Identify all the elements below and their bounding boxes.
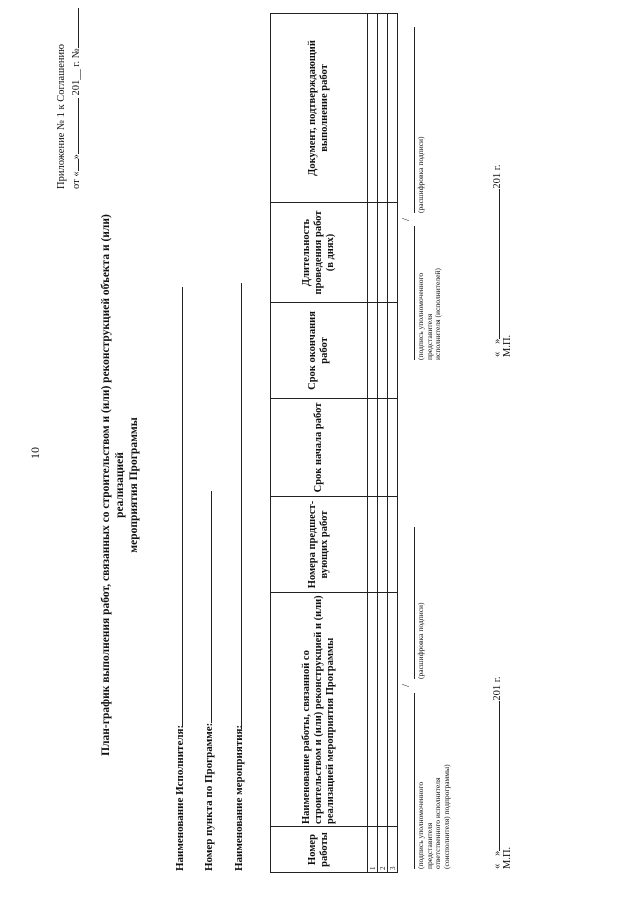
program-item-label: Номер пункта по Программе:	[203, 722, 215, 871]
appendix-date	[69, 8, 84, 189]
left-signature-slash: /	[400, 683, 412, 687]
left-date-line	[490, 701, 500, 851]
program-item-line	[211, 491, 212, 723]
event-label: Наименование мероприятия:	[233, 724, 245, 871]
col-header-predecessors: Номера предшест-вующих работ	[271, 497, 368, 593]
right-decode-caption: (расшифровка подписи)	[416, 136, 425, 213]
right-stamp-place: М.П.	[502, 334, 513, 357]
col-header-document: Документ, подтверждающий выполнение работ	[271, 14, 368, 203]
appendix-label: Приложение № 1 к Соглашению	[56, 44, 67, 189]
left-date: « »201 г.	[492, 676, 503, 869]
schedule-table	[270, 13, 398, 873]
left-signature-line	[414, 693, 415, 869]
date-year-number: 201__ г. №	[70, 48, 82, 96]
table-header-row	[271, 14, 368, 873]
executor-line	[182, 287, 183, 727]
appendix-header	[56, 8, 83, 189]
right-signature-line	[414, 226, 415, 360]
col-header-end: Срок окончания работ	[271, 303, 368, 399]
row-number: 2	[378, 827, 388, 873]
col-header-duration: Длительность проведения работ (в днях)	[271, 203, 368, 303]
event-line	[241, 283, 242, 729]
left-stamp-place: М.П.	[502, 846, 513, 869]
table-row	[378, 14, 388, 873]
col-header-name: Наименование работы, связанной со строительством и (или) реконструкцией и (или) реализацией мероприятия Программы	[271, 593, 368, 827]
date-quote-close: »	[70, 154, 82, 160]
col-header-number: Номер работы	[271, 827, 368, 873]
date-prefix: от «	[70, 171, 82, 189]
left-signature-caption: (подпись уполномоченного представителя ответственного исполнителя (соисполнителя) подпрограммы)	[416, 764, 451, 869]
col-header-start: Срок начала работ	[271, 399, 368, 497]
table-row	[368, 14, 378, 873]
title-line-1: План-график выполнения работ, связанных со строительством и (или) реконструкцией объекта и (или) реализацией	[100, 214, 126, 756]
number-blank	[69, 8, 79, 48]
left-decode-line	[414, 527, 415, 679]
table-row	[388, 14, 398, 873]
page-title	[99, 205, 141, 765]
month-blank	[69, 98, 79, 154]
executor-label: Наименование Исполнителя:	[174, 724, 186, 871]
row-number: 1	[368, 827, 378, 873]
row-number: 3	[388, 827, 398, 873]
page-number: 10	[28, 447, 42, 459]
right-signature-caption: (подпись уполномоченного представителя исполнителя (исполнителей)	[416, 268, 442, 360]
right-date: « »201 г.	[492, 164, 503, 357]
right-date-line	[490, 189, 500, 339]
left-decode-caption: (расшифровка подписи)	[416, 602, 425, 679]
right-signature-slash: /	[400, 217, 412, 221]
right-decode-line	[414, 27, 415, 213]
day-blank	[69, 159, 79, 171]
title-line-2: мероприятия Программы	[128, 417, 140, 553]
